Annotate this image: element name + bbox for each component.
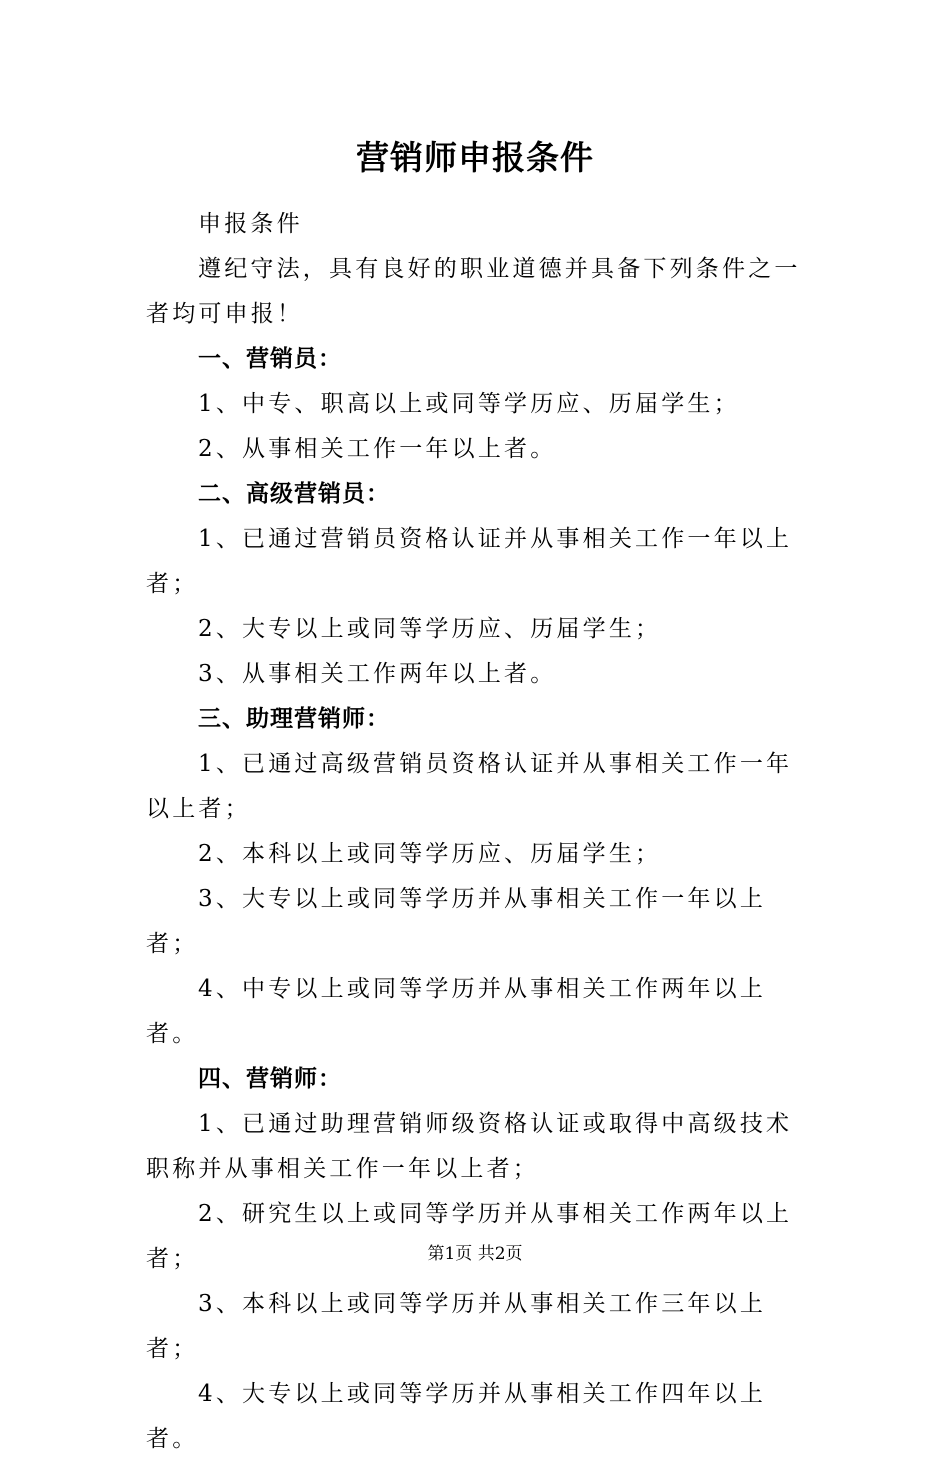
list-item: 4、中专以上或同等学历并从事相关工作两年以上者。 <box>146 976 767 1047</box>
list-item: 2、本科以上或同等学历应、历届学生； <box>198 841 662 867</box>
section-heading-marketer: 一、营销员： <box>198 346 342 372</box>
list-item: 3、大专以上或同等学历并从事相关工作一年以上者； <box>146 886 767 957</box>
list-item: 3、从事相关工作两年以上者。 <box>198 661 557 687</box>
document-title: 营销师申报条件 <box>356 138 594 177</box>
section-heading-assistant-marketing-manager: 三、助理营销师： <box>198 706 390 732</box>
list-item: 2、大专以上或同等学历应、历届学生； <box>198 616 662 642</box>
paragraph-intro-heading: 申报条件 <box>198 211 303 237</box>
document-body <box>146 202 808 1462</box>
list-item: 2、从事相关工作一年以上者。 <box>198 436 557 462</box>
list-item: 4、大专以上或同等学历并从事相关工作四年以上者。 <box>146 1381 767 1452</box>
list-item: 3、本科以上或同等学历并从事相关工作三年以上者； <box>146 1291 767 1362</box>
list-item: 2、研究生以上或同等学历并从事相关工作两年以上者； <box>146 1201 793 1272</box>
paragraph-intro: 遵纪守法，具有良好的职业道德并具备下列条件之一者均可申报！ <box>146 256 801 327</box>
list-item: 1、已通过高级营销员资格认证并从事相关工作一年以上者； <box>146 751 793 822</box>
list-item: 1、已通过营销员资格认证并从事相关工作一年以上者； <box>146 526 793 597</box>
section-heading-marketing-manager: 四、营销师： <box>198 1066 342 1092</box>
page-footer: 第1页 共2页 <box>427 1244 523 1264</box>
list-item: 1、已通过助理营销师级资格认证或取得中高级技术职称并从事相关工作一年以上者； <box>146 1111 793 1182</box>
section-heading-senior-marketer: 二、高级营销员： <box>198 481 390 507</box>
list-item: 1、中专、职高以上或同等学历应、历届学生； <box>198 391 740 417</box>
